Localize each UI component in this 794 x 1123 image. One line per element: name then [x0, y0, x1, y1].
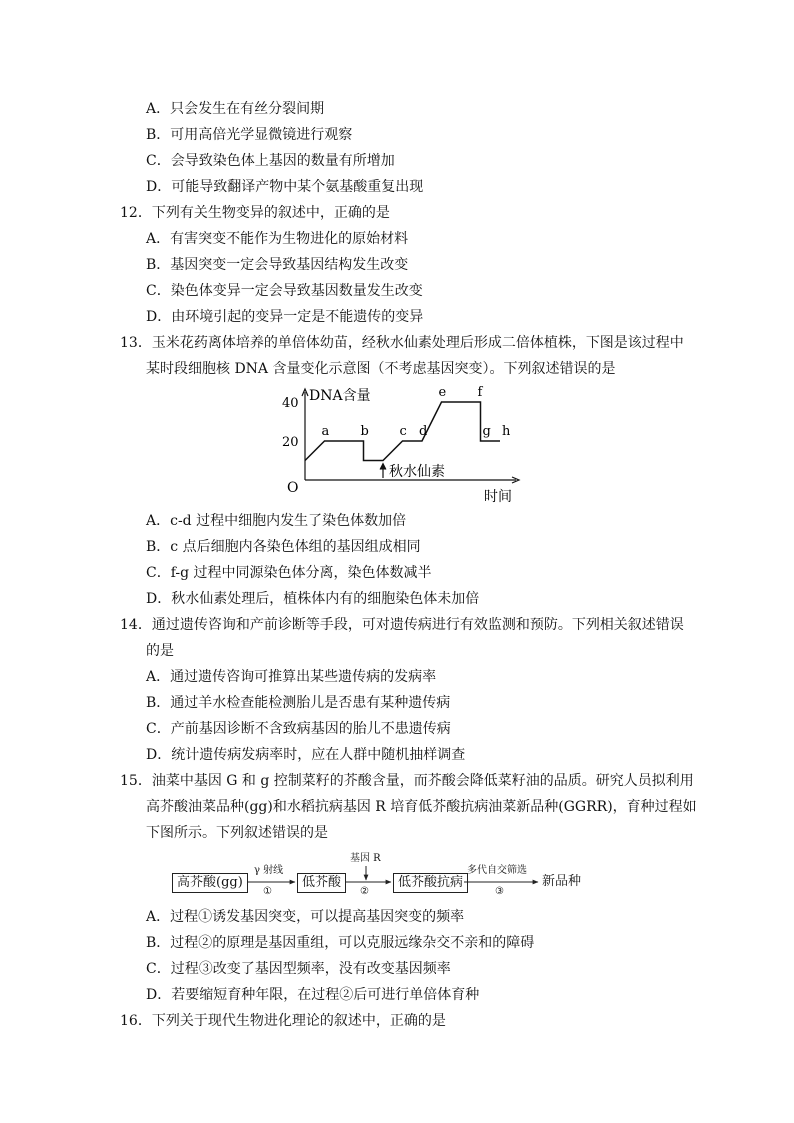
flow-step2: ②: [360, 886, 369, 897]
point-label-c: c: [399, 424, 407, 439]
flow-box-low-erucic-resistant: 低芥酸抗病: [393, 873, 468, 893]
point-label-g: g: [482, 424, 491, 439]
colchicine-label: 秋水仙素: [389, 464, 445, 480]
q11-option-a: A．只会发生在有丝分裂间期: [146, 101, 325, 117]
flow-gene-label: 基因 R: [350, 853, 381, 864]
q14-stem-line1: 14．通过遗传咨询和产前诊断等手段，可对遗传病进行有效监测和预防。下列相关叙述错误: [120, 617, 684, 633]
q14-option-b: B．通过羊水检查能检测胎儿是否患有某种遗传病: [146, 695, 451, 711]
y-tick-label-20: 20: [282, 435, 299, 450]
flow-arrow1-label: γ 射线: [254, 865, 284, 876]
q14-option-d: D．统计遗传病发病率时，应在人群中随机抽样调查: [146, 747, 466, 763]
point-label-b: b: [360, 424, 369, 439]
q15-stem-line2: 高芥酸油菜品种(gg)和水稻抗病基因 R 培育低芥酸抗病油菜新品种(GGRR)，育种过程如: [146, 799, 697, 815]
q13-option-d: D．秋水仙素处理后，植株体内有的细胞染色体未加倍: [146, 591, 480, 607]
q12-option-b: B．基因突变一定会导致基因结构发生改变: [146, 257, 409, 273]
q15-option-c: C．过程③改变了基因型频率，没有改变基因频率: [146, 961, 451, 977]
flow-box-high-erucic: 高芥酸(gg): [172, 873, 248, 893]
q14-option-a: A．通过遗传咨询可推算出某些遗传病的发病率: [146, 669, 437, 685]
q15-option-d: D．若要缩短育种年限，在过程②后可进行单倍体育种: [146, 987, 480, 1003]
flow-step3: ③: [495, 886, 504, 897]
q11-option-c: C．会导致染色体上基因的数量有所增加: [146, 153, 395, 169]
q13-stem-line1: 13．玉米花药离体培养的单倍体幼苗，经秋水仙素处理后形成二倍体植株，下图是该过程中: [120, 335, 684, 351]
q15-option-a: A．过程①诱发基因突变，可以提高基因突变的频率: [146, 909, 465, 925]
q16-stem: 16．下列关于现代生物进化理论的叙述中，正确的是: [120, 1013, 446, 1029]
q13-stem-line2: 某时段细胞核 DNA 含量变化示意图（不考虑基因突变）。下列叙述错误的是: [146, 361, 616, 377]
q12-option-a: A．有害突变不能作为生物进化的原始材料: [146, 231, 409, 247]
q11-option-d: D．可能导致翻译产物中某个氨基酸重复出现: [146, 179, 424, 195]
q13-option-b: B．c 点后细胞内各染色体组的基因组成相同: [146, 539, 421, 555]
q11-option-b: B．可用高倍光学显微镜进行观察: [146, 127, 353, 143]
point-label-a: a: [321, 424, 330, 439]
q15-stem-line3: 下图所示。下列叙述错误的是: [146, 825, 328, 841]
flow-result: 新品种: [542, 874, 582, 889]
point-label-e: e: [438, 386, 447, 400]
q15-option-b: B．过程②的原理是基因重组，可以克服远缘杂交不亲和的障碍: [146, 935, 535, 951]
point-label-h: h: [502, 424, 511, 439]
q12-option-c: C．染色体变异一定会导致基因数量发生改变: [146, 283, 423, 299]
point-label-f: f: [477, 386, 483, 400]
point-label-d: d: [419, 424, 428, 439]
x-axis-label: 时间: [484, 489, 512, 505]
q12-option-d: D．由环境引起的变异一定是不能遗传的变异: [146, 309, 424, 325]
origin-label: O: [287, 480, 299, 496]
flow-step1: ①: [263, 886, 272, 897]
q12-stem: 12．下列有关生物变异的叙述中，正确的是: [120, 205, 390, 221]
q14-stem-line2: 的是: [146, 643, 174, 659]
q14-option-c: C．产前基因诊断不含致病基因的胎儿不患遗传病: [146, 721, 451, 737]
flow-box-low-erucic: 低芥酸: [297, 873, 346, 893]
y-axis-label: DNA含量: [309, 388, 371, 404]
q13-option-a: A．c-d 过程中细胞内发生了染色体数加倍: [146, 513, 407, 529]
flow-arrow3-label: 多代自交筛选: [467, 865, 527, 876]
q13-option-c: C．f-g 过程中同源染色体分离，染色体数减半: [146, 565, 432, 581]
y-tick-label-40: 40: [282, 396, 299, 411]
q15-stem-line1: 15．油菜中基因 G 和 g 控制菜籽的芥酸含量，而芥酸会降低菜籽油的品质。研究人员拟利用: [120, 773, 694, 789]
